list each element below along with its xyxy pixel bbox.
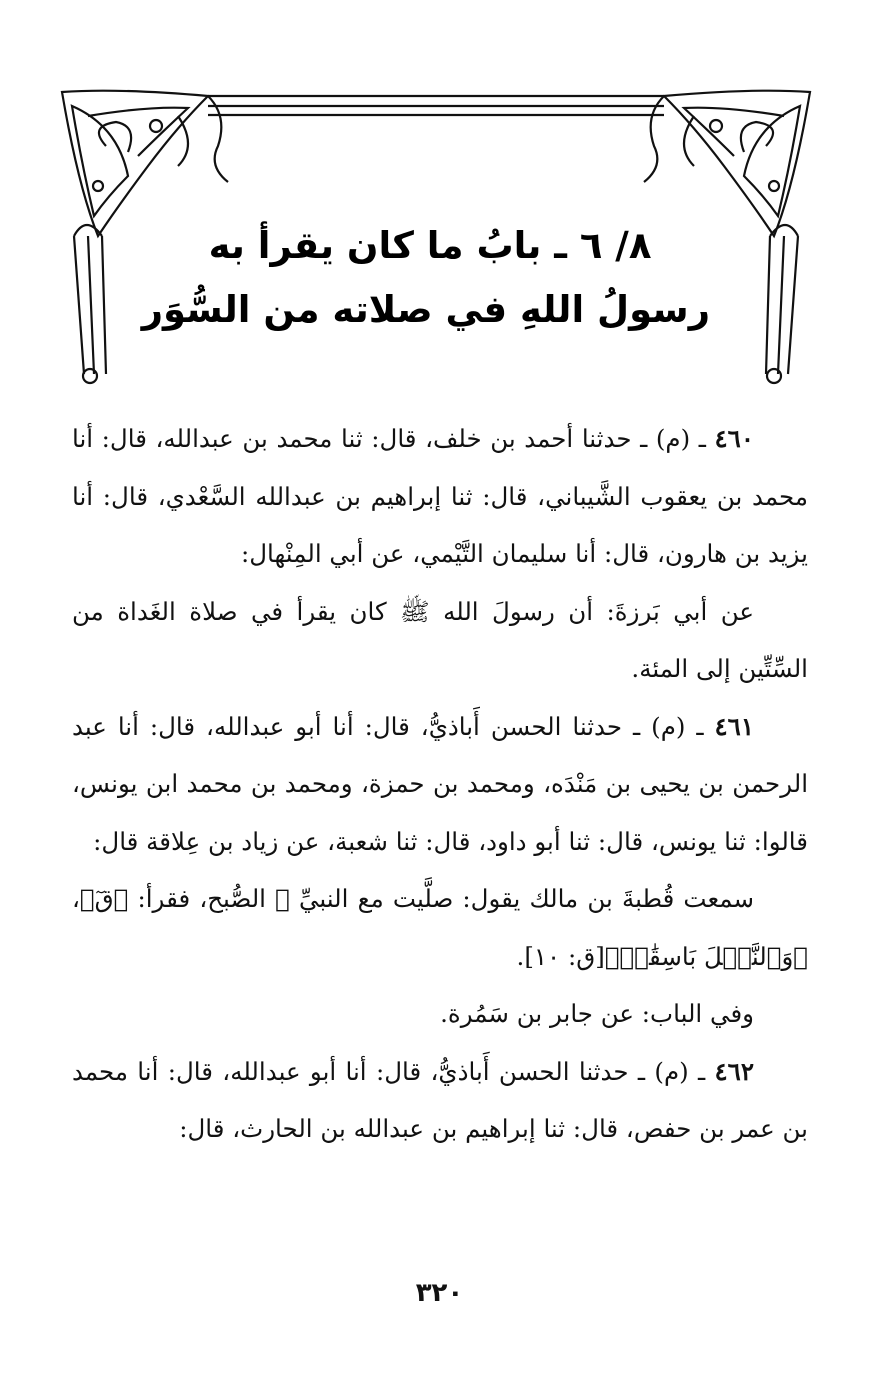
hadith-460-isnad xyxy=(72,410,808,583)
quote-separator: ، xyxy=(72,884,80,913)
chapter-title-line-2: رسولُ اللهِ في صلاته من السُّوَر xyxy=(141,288,710,331)
chapter-title-line-1: ٨/ ٦ ـ بابُ ما كان يقرأ به xyxy=(208,224,652,267)
main-text xyxy=(72,410,808,1158)
isnad-text: ـ (م) ـ حدثنا الحسن أَباذيُّ، قال: أنا أبو عبدالله، قال: أنا عبد الرحمن بن يحيى بن مَنْدَه، ومحمد بن حمزة، ومحمد بن محمد ابن يونس، قالوا: ثنا يونس، قال: ثنا أبو داود، قال: ثنا شعبة، عن زياد بن عِلاقة قال: xyxy=(72,711,808,856)
quran-quote-2: ﴿وَٱلنَّخۡلَ بَاسِقَٰتٖ﴾ xyxy=(604,941,808,971)
isnad-text: ـ (م) ـ حدثنا الحسن أَباذيُّ، قال: أنا أبو عبدالله، قال: أنا محمد بن عمر بن حفص، قال: ثنا إبراهيم بن عبدالله بن الحارث، قال: xyxy=(72,1056,808,1143)
isnad-text: ـ (م) ـ حدثنا أحمد بن خلف، قال: ثنا محمد بن عبدالله، قال: أنا محمد بن يعقوب الشَّيباني، قال: ثنا إبراهيم بن عبدالله السَّعْدي، قال: أنا يزيد بن هارون، قال: أنا سليمان التَّيْمي، عن أبي المِنْهال: xyxy=(72,424,808,568)
chapter-title xyxy=(141,214,710,342)
hadith-461-isnad xyxy=(72,698,808,871)
page-number: ٣٢٠ xyxy=(415,1278,464,1308)
sentence-end: . xyxy=(516,941,525,971)
quran-quote-1: ﴿قٓ﴾ xyxy=(79,884,129,913)
hadith-462-isnad xyxy=(72,1043,808,1158)
quran-reference: [ق: ١٠] xyxy=(524,941,605,971)
hadith-number: ٤٦٢ xyxy=(714,1056,754,1086)
matn-text: سمعت قُطبةَ بن مالك يقول: صلَّيت مع النبيِّ ﷺ الصُّبح، فقرأ: xyxy=(137,884,754,913)
hadith-460-matn: عن أبي بَرزةَ: أن رسولَ الله ﷺ كان يقرأ في صلاة الغَداة من السِّتِّين إلى المئة. xyxy=(72,596,808,683)
hadith-number: ٤٦٠ xyxy=(714,424,754,453)
in-the-chapter-note: وفي الباب: عن جابر بن سَمُرة. xyxy=(440,999,754,1028)
hadith-461-matn xyxy=(72,870,808,985)
hadith-number: ٤٦١ xyxy=(714,711,754,741)
